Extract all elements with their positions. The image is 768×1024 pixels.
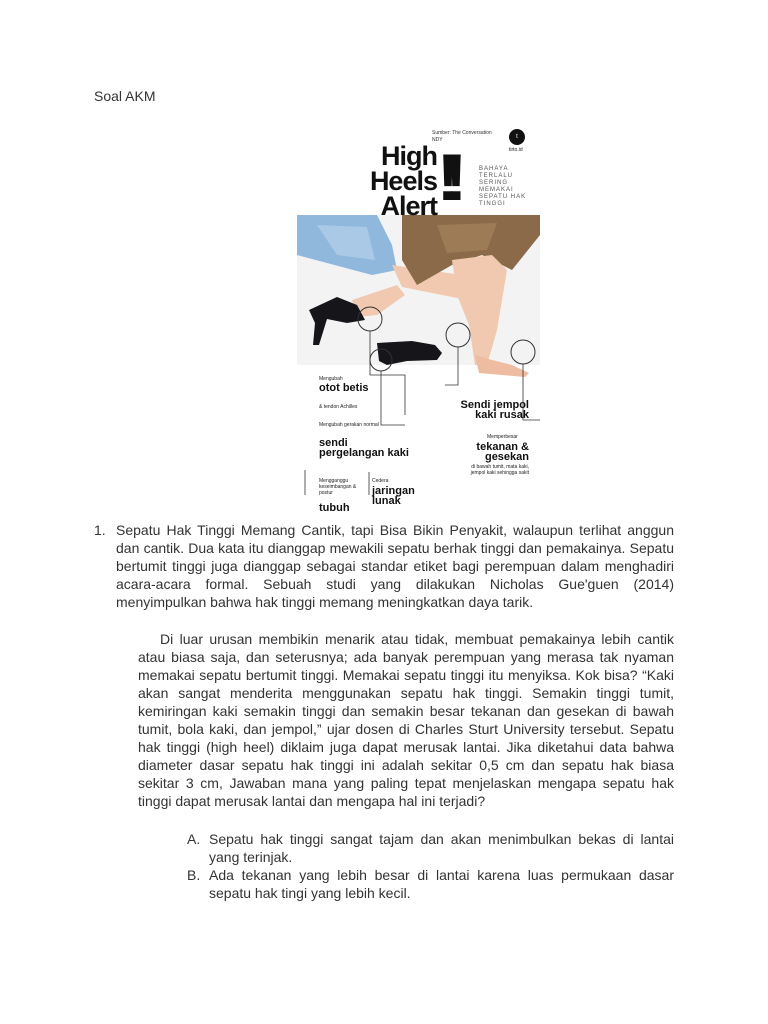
callout-ankle-small: Mengubah gerakan normal <box>319 422 379 428</box>
question-number: 1. <box>94 522 106 538</box>
option-b-letter: B. <box>187 867 201 883</box>
option-a-text: Sepatu hak tinggi sangat tajam dan akan menimbulkan bekas di lantai yang terinjak. <box>209 831 674 865</box>
callout-tissue-big: jaringan lunak <box>372 485 415 507</box>
callout-tissue-small: Cedera <box>372 478 389 484</box>
brand-logo-icon: t <box>509 129 525 145</box>
callout-balance-small: Mengganggu keseimbangan & postur <box>319 478 357 496</box>
callout-calf-note: & tendon Achilles <box>319 404 358 410</box>
callout-calf-big: otot betis <box>319 382 369 394</box>
high-heels-infographic <box>297 122 540 514</box>
infographic-exclamation: !! <box>437 140 453 214</box>
infographic-source: Sumber: The Conversation NDY <box>432 130 492 143</box>
question-paragraph-1: Sepatu Hak Tinggi Memang Cantik, tapi Bisa Bikin Penyakit, walaupun terlihat anggun dan cantik. Dua kata itu dianggap mewakili sepatu berhak tinggi dan pemakainya. Sepatu bertumit tinggi juga dianggap sebagai standar etiket bagi perempuan dalam menghadiri acara-acara formal. Sebuah studi yang dilakukan Nicholas Gue'guen (2014) menyimpulkan bahwa hak tinggi memang meningkatkan daya tarik. <box>116 522 674 610</box>
infographic-title: High Heels Alert <box>369 141 437 221</box>
callout-calf-small: Mengubah <box>319 376 343 382</box>
question-paragraph-2: Di luar urusan membikin menarik atau tidak, membuat pemakainya lebih cantik atau biasa saja, dan seterusnya; ada banyak perempuan yang merasa tak nyaman memakai sepatu bertumit tinggi. Memakai sepatu tinggi itu menyiksa. Kok bisa? “Kaki akan sangat menderita menggunakan sepatu hak tinggi. Semakin tinggi tumit, kemiringan kaki semakin tinggi dan semakin besar tekanan dan gesekan di bawah tumit, bola kaki, dan jempol,” ujar dosen di Charles Sturt University tersebut. Sepatu hak tinggi (high heel) diklaim juga dapat merusak lantai. Jika diketahui data bahwa diameter dasar sepatu hak tinggi ini adalah sekitar 0,5 cm dan sepatu hak biasa sekitar 3 cm, Jawaban mana yang paling tepat menjelaskan mengapa sepatu hak tinggi dapat merusak lantai dan mengapa hal ini terjadi? <box>138 631 674 809</box>
callout-pressure-note: di bawah tumit, mata kaki, jempol kaki sehingga sakit <box>470 464 529 476</box>
option-b-text: Ada tekanan yang lebih besar di lantai karena luas permukaan dasar sepatu hak tingi yang lebih kecil. <box>209 867 674 901</box>
callout-joint-big: Sendi jempol kaki rusak <box>460 399 529 421</box>
infographic-subtitle: BAHAYA TERLALU SERING MEMAKAI SEPATU HAK TINGGI <box>479 166 527 207</box>
option-a-letter: A. <box>187 831 201 847</box>
page-title: Soal AKM <box>94 88 156 104</box>
infographic-brand: tirto.id <box>509 147 523 153</box>
callout-pressure-small: Memperbesar <box>487 434 518 440</box>
callout-balance-big: tubuh <box>319 502 350 514</box>
callout-ankle-big: sendi pergelangan kaki <box>319 437 409 459</box>
callout-pressure-big: tekanan & gesekan <box>476 441 529 463</box>
